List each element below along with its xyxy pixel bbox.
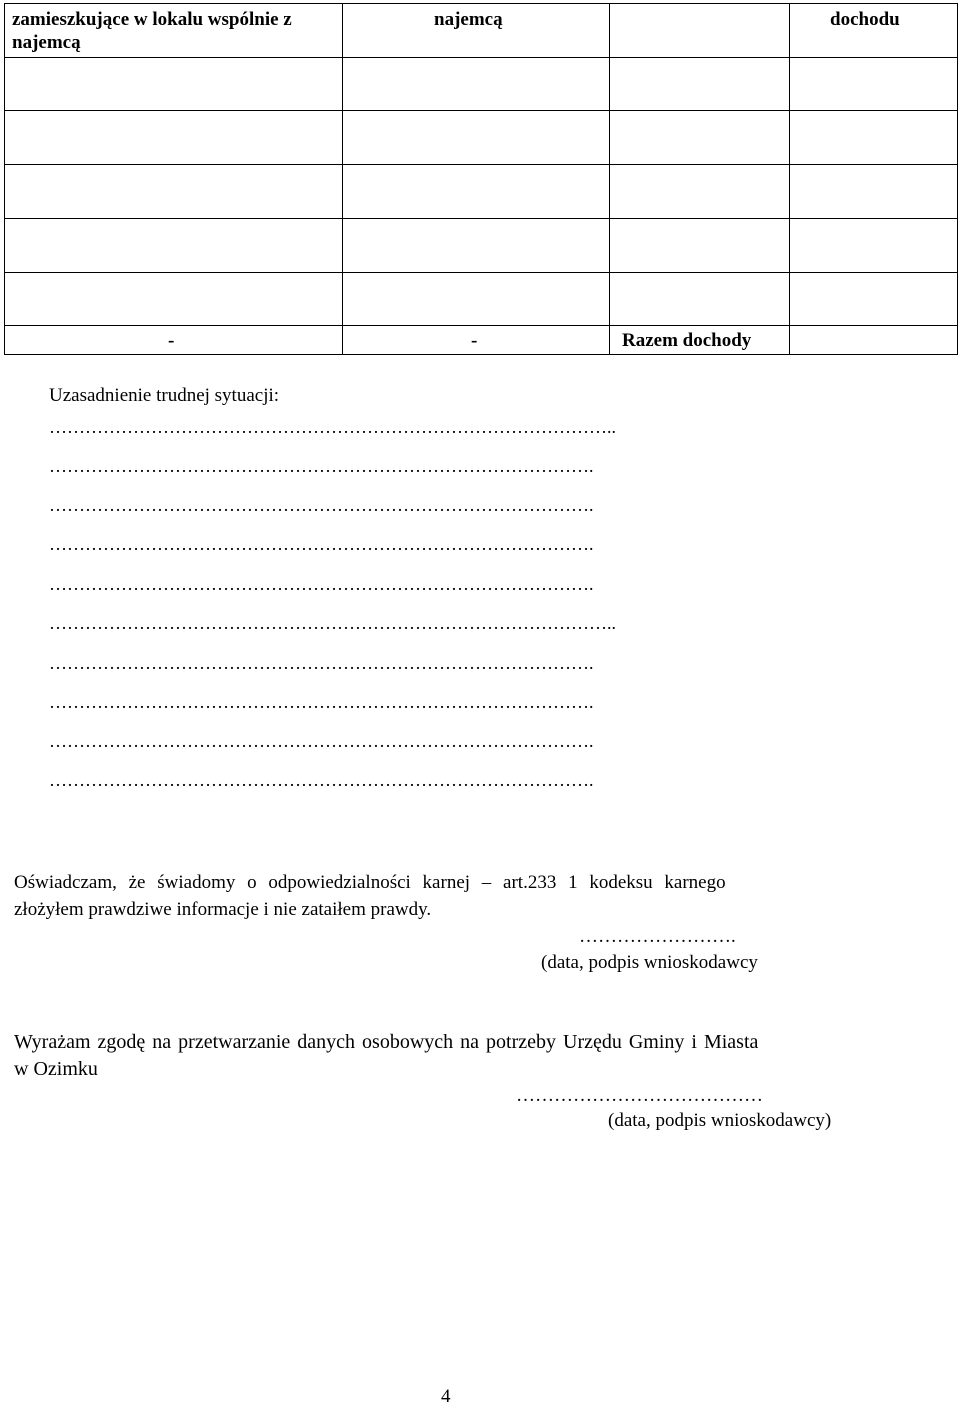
footer-cell-dash-1: -: [168, 330, 175, 351]
table-row-line: [4, 164, 958, 165]
table-row-line: [4, 272, 958, 273]
justification-line: …………………………………………………………………………………..: [49, 613, 616, 633]
justification-line: ……………………………………………………………………………….: [49, 534, 594, 554]
income-table: [4, 3, 958, 355]
consent-signature-label: (data, podpis wnioskodawcy): [608, 1110, 832, 1131]
declaration-line-1: Oświadczam, że świadomy o odpowiedzialności karnej – art.233 1 kodeksu karnego: [14, 872, 726, 893]
justification-line: ……………………………………………………………………………….: [49, 653, 594, 673]
header-cell-tenant: najemcą: [434, 9, 503, 30]
consent-signature-dots: …………………………………: [516, 1085, 763, 1106]
page-number: 4: [441, 1386, 451, 1407]
justification-line: …………………………………………………………………………………..: [49, 417, 616, 437]
footer-cell-dash-2: -: [471, 330, 478, 351]
table-border-top: [4, 3, 958, 4]
justification-line: ……………………………………………………………………………….: [49, 574, 594, 594]
declaration-signature-label: (data, podpis wnioskodawcy: [541, 952, 758, 973]
declaration-line-2: złożyłem prawdziwe informacje i nie zataiłem prawdy.: [14, 899, 432, 920]
justification-line: ……………………………………………………………………………….: [49, 495, 594, 515]
table-col-line: [342, 3, 343, 355]
consent-line-1: Wyrażam zgodę na przetwarzanie danych osobowych na potrzeby Urzędu Gminy i Miasta: [14, 1031, 759, 1053]
justification-line: ……………………………………………………………………………….: [49, 731, 594, 751]
table-row-line: [4, 110, 958, 111]
justification-line: ……………………………………………………………………………….: [49, 770, 594, 790]
table-col-line: [789, 3, 790, 355]
header-cell-members: zamieszkujące w lokalu wspólnie z najemcą: [12, 9, 292, 53]
declaration-signature-dots: …………………….: [579, 926, 736, 947]
table-row-line: [4, 325, 958, 326]
consent-line-2: w Ozimku: [14, 1058, 98, 1080]
table-border-left: [4, 3, 5, 355]
table-border-bottom: [4, 354, 958, 355]
table-row-line: [4, 57, 958, 58]
justification-label: Uzasadnienie trudnej sytuacji:: [49, 385, 280, 406]
table-col-line: [609, 3, 610, 355]
table-border-right: [957, 3, 958, 355]
footer-cell-total-label: Razem dochody: [622, 330, 752, 351]
justification-line: ……………………………………………………………………………….: [49, 456, 594, 476]
table-row-line: [4, 218, 958, 219]
justification-line: ……………………………………………………………………………….: [49, 692, 594, 712]
header-cell-income: dochodu: [830, 9, 900, 30]
